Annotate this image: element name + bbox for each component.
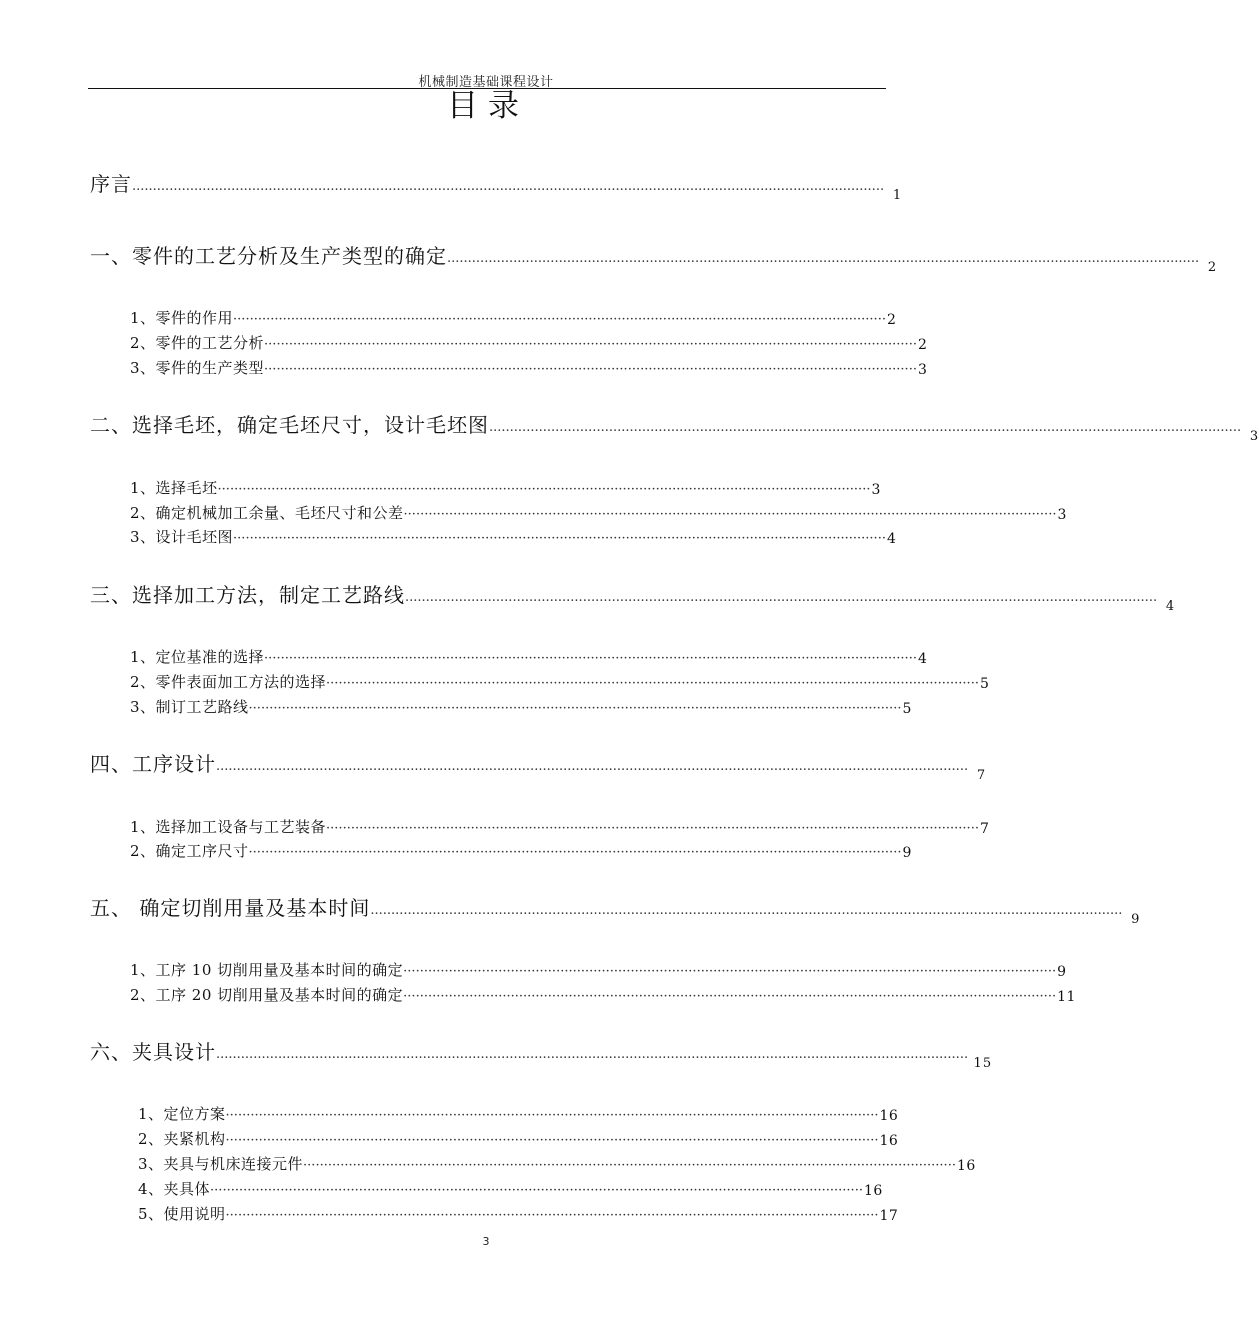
dot-leader: ······························································································································································ (217, 482, 871, 497)
toc-subentry-label: 2、工序 20 切削用量及基本时间的确定 (130, 986, 404, 1004)
toc-subentry-page: 5 (902, 701, 912, 717)
toc-entry-page: 2 (1207, 260, 1218, 275)
dot-leader: ...................................................................................................................................................................................... (447, 251, 1200, 266)
toc-subentry[interactable] (130, 646, 928, 667)
toc-subentry[interactable] (130, 671, 990, 692)
toc-subentry-page: 3 (917, 362, 928, 378)
toc-subentry-label: 3、零件的生产类型 (130, 359, 265, 377)
dot-leader: ······························································································································································ (403, 989, 1057, 1004)
dot-leader: ······························································································································································ (233, 531, 886, 546)
toc-subentry[interactable] (130, 696, 912, 717)
dot-leader: ······························································································································································ (403, 964, 1057, 979)
toc-subentry-page: 17 (879, 1208, 899, 1224)
toc-subentry-page: 9 (1057, 964, 1067, 980)
toc-entry-page: 9 (1131, 912, 1141, 927)
toc-subentry-label: 5、使用说明 (138, 1205, 226, 1223)
toc-subentry-page: 2 (886, 312, 897, 328)
dot-leader: ······························································································································································ (225, 1133, 879, 1148)
dot-leader: ······························································································································································ (303, 1158, 956, 1173)
toc-entry-label: 序言 (90, 168, 132, 197)
toc-entry-section-6[interactable] (90, 1036, 993, 1071)
dot-leader: ······························································································································································ (225, 1208, 879, 1223)
toc-subentry[interactable] (130, 502, 1067, 523)
toc-subentry[interactable] (130, 477, 881, 498)
toc-entry-label: 五、 确定切削用量及基本时间 (90, 892, 370, 921)
toc-subentry[interactable] (130, 959, 1067, 980)
toc-subentry-label: 2、零件表面加工方法的选择 (130, 673, 327, 691)
toc-entry-section-4[interactable] (90, 748, 987, 783)
toc-subentry[interactable] (130, 357, 928, 378)
toc-subentry[interactable] (130, 526, 897, 547)
toc-entry-label: 三、选择加工方法，制定工艺路线 (90, 579, 405, 608)
toc-subentry[interactable] (130, 332, 928, 353)
toc-subentry[interactable] (138, 1103, 899, 1124)
toc-entry-preface[interactable] (90, 168, 903, 203)
toc-entry-label: 一、零件的工艺分析及生产类型的确定 (90, 240, 447, 269)
dot-leader: ...................................................................................................................................................................................... (216, 1047, 969, 1062)
toc-subentry-page: 2 (917, 337, 928, 353)
dot-leader: ...................................................................................................................................................................................... (370, 903, 1123, 918)
dot-leader: ······························································································································································ (233, 312, 886, 327)
toc-subentry-label: 2、零件的工艺分析 (130, 334, 265, 352)
toc-subentry-label: 2、夹紧机构 (138, 1130, 226, 1148)
toc-entry-label: 二、选择毛坯，确定毛坯尺寸，设计毛坯图 (90, 409, 489, 438)
toc-subentry[interactable] (138, 1203, 899, 1224)
dot-leader: ······························································································································································ (326, 821, 979, 836)
dot-leader: ...................................................................................................................................................................................... (132, 179, 885, 194)
toc-subentry-label: 3、制订工艺路线 (130, 698, 249, 716)
toc-subentry-label: 1、选择加工设备与工艺装备 (130, 818, 327, 836)
toc-subentry-label: 3、设计毛坯图 (130, 528, 234, 546)
toc-entry-section-1[interactable] (90, 240, 1218, 275)
dot-leader: ······························································································································································ (248, 701, 902, 716)
running-header: 机械制造基础课程设计 (418, 75, 554, 90)
dot-leader: ...................................................................................................................................................................................... (405, 590, 1158, 605)
toc-entry-page: 7 (976, 768, 987, 783)
toc-subentry-page: 3 (871, 482, 881, 498)
toc-subentry-label: 1、选择毛坯 (130, 479, 218, 497)
toc-subentry-label: 1、定位方案 (138, 1105, 226, 1123)
toc-subentry-page: 4 (886, 531, 897, 547)
toc-subentry-page: 16 (879, 1133, 899, 1149)
toc-subentry-page: 7 (979, 821, 990, 837)
toc-subentry[interactable] (130, 307, 897, 328)
dot-leader: ...................................................................................................................................................................................... (216, 759, 969, 774)
toc-entry-section-5[interactable] (90, 892, 1141, 927)
toc-entry-page: 4 (1165, 599, 1176, 614)
toc-subentry-page: 11 (1057, 989, 1076, 1005)
toc-entry-section-2[interactable] (90, 409, 1259, 444)
dot-leader: ······························································································································································ (210, 1183, 863, 1198)
toc-subentry-label: 4、夹具体 (138, 1180, 211, 1198)
dot-leader: ······························································································································································ (248, 845, 902, 860)
toc-entry-label: 四、工序设计 (90, 748, 216, 777)
toc-subentry[interactable] (130, 984, 1076, 1005)
dot-leader: ······························································································································································ (264, 651, 917, 666)
page-number: 3 (482, 1235, 490, 1248)
dot-leader: ...................................................................................................................................................................................... (489, 420, 1242, 435)
dot-leader: ······························································································································································ (326, 676, 979, 691)
toc-entry-section-3[interactable] (90, 579, 1176, 614)
toc-entry-page: 15 (973, 1056, 993, 1071)
toc-entry-page: 3 (1249, 429, 1259, 444)
toc-subentry[interactable] (138, 1178, 883, 1199)
toc-subentry[interactable] (138, 1153, 976, 1174)
toc-title: 目录 (447, 88, 529, 124)
toc-entry-page: 1 (892, 188, 903, 203)
dot-leader: ······························································································································································ (264, 362, 917, 377)
dot-leader: ······························································································································································ (225, 1108, 879, 1123)
toc-subentry-label: 1、工序 10 切削用量及基本时间的确定 (130, 961, 404, 979)
dot-leader: ······························································································································································ (264, 337, 917, 352)
toc-entry-label: 六、夹具设计 (90, 1036, 216, 1065)
toc-subentry-page: 3 (1057, 507, 1067, 523)
toc-subentry-page: 16 (863, 1183, 883, 1199)
toc-subentry[interactable] (130, 816, 990, 837)
toc-subentry-label: 2、确定机械加工余量、毛坯尺寸和公差 (130, 504, 404, 522)
toc-subentry-page: 4 (917, 651, 928, 667)
toc-subentry-label: 2、确定工序尺寸 (130, 842, 249, 860)
toc-subentry-label: 1、定位基准的选择 (130, 648, 265, 666)
dot-leader: ······························································································································································ (403, 507, 1057, 522)
toc-subentry[interactable] (130, 840, 912, 861)
toc-subentry-page: 16 (956, 1158, 976, 1174)
toc-subentry-page: 16 (879, 1108, 899, 1124)
toc-subentry[interactable] (138, 1128, 899, 1149)
toc-subentry-label: 1、零件的作用 (130, 309, 234, 327)
toc-subentry-page: 5 (979, 676, 990, 692)
toc-subentry-label: 3、夹具与机床连接元件 (138, 1155, 304, 1173)
toc-subentry-page: 9 (902, 845, 912, 861)
